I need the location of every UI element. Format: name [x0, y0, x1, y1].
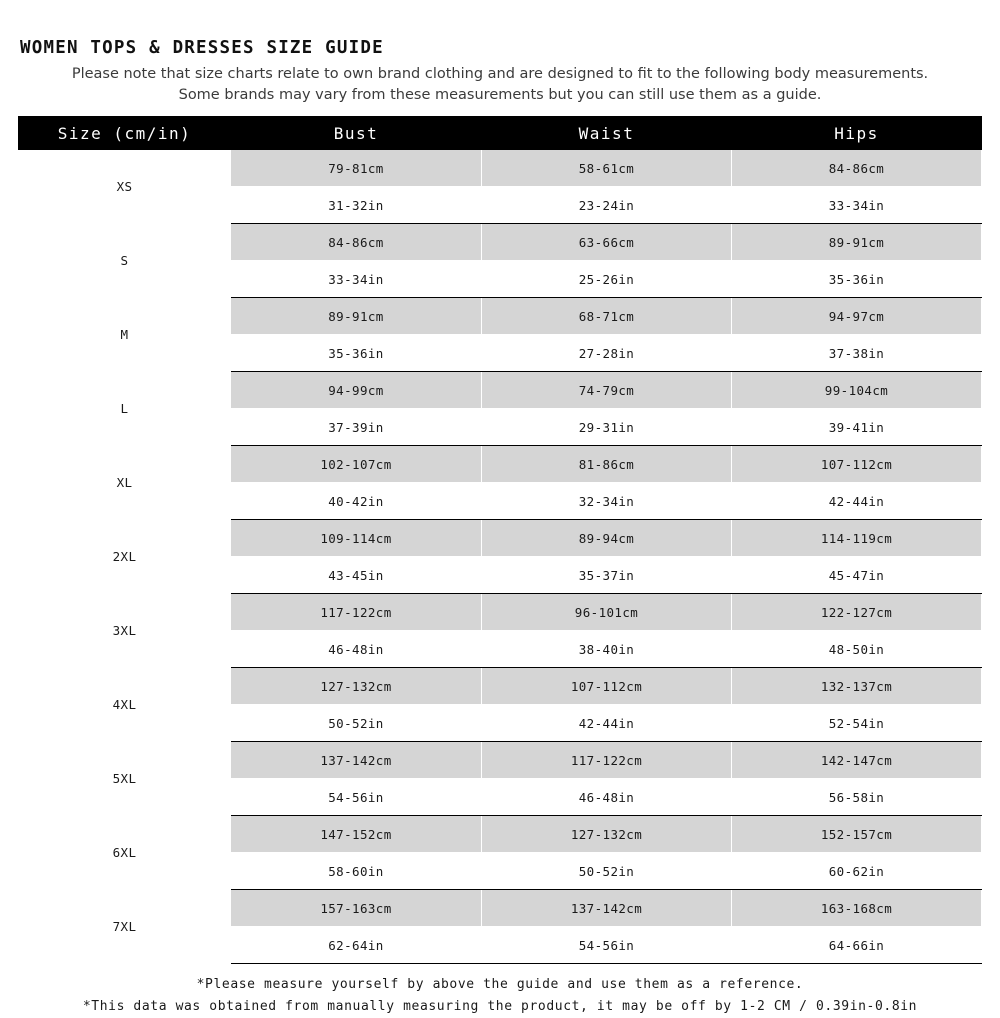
cell-hips-in: 52-54in	[732, 705, 982, 742]
page-title: WOMEN TOPS & DRESSES SIZE GUIDE	[20, 38, 384, 58]
cell-waist-cm: 74-79cm	[482, 372, 732, 409]
cell-hips-in: 60-62in	[732, 853, 982, 890]
note-line-2: Some brands may vary from these measurements but you can still use them as a guide.	[178, 87, 822, 104]
note-line-1: Please note that size charts relate to own brand clothing and are designed to fit to the following body measurements.	[71, 66, 929, 82]
table-row	[19, 150, 982, 187]
cell-bust-cm: 84-86cm	[231, 224, 482, 261]
cell-waist-cm: 58-61cm	[482, 150, 732, 187]
table-row	[19, 890, 982, 927]
size-label-cell: 7XL	[19, 890, 231, 964]
cell-waist-cm: 127-132cm	[482, 816, 732, 853]
cell-waist-in: 25-26in	[482, 261, 732, 298]
table-row	[19, 372, 982, 409]
column-header-bust: Bust	[231, 117, 482, 150]
cell-bust-in: 35-36in	[231, 335, 482, 372]
cell-hips-cm: 94-97cm	[732, 298, 982, 335]
cell-bust-cm: 147-152cm	[231, 816, 482, 853]
cell-bust-cm: 117-122cm	[231, 594, 482, 631]
cell-bust-in: 62-64in	[231, 927, 482, 964]
cell-bust-in: 54-56in	[231, 779, 482, 816]
table-header	[19, 117, 982, 150]
table-row	[19, 594, 982, 631]
table-row	[19, 298, 982, 335]
cell-hips-in: 37-38in	[732, 335, 982, 372]
size-label-cell: S	[19, 224, 231, 298]
size-label-cell: 3XL	[19, 594, 231, 668]
size-label-cell: L	[19, 372, 231, 446]
cell-bust-cm: 102-107cm	[231, 446, 482, 483]
size-label-cell: XL	[19, 446, 231, 520]
cell-hips-in: 35-36in	[732, 261, 982, 298]
cell-waist-cm: 81-86cm	[482, 446, 732, 483]
cell-hips-in: 33-34in	[732, 187, 982, 224]
cell-bust-in: 43-45in	[231, 557, 482, 594]
cell-hips-in: 45-47in	[732, 557, 982, 594]
cell-hips-in: 56-58in	[732, 779, 982, 816]
cell-hips-cm: 107-112cm	[732, 446, 982, 483]
column-header-size: Size (cm/in)	[19, 117, 231, 150]
cell-waist-in: 54-56in	[482, 927, 732, 964]
cell-waist-in: 23-24in	[482, 187, 732, 224]
cell-bust-cm: 157-163cm	[231, 890, 482, 927]
cell-hips-cm: 122-127cm	[732, 594, 982, 631]
cell-waist-cm: 96-101cm	[482, 594, 732, 631]
size-chart-table	[18, 116, 982, 964]
cell-waist-cm: 117-122cm	[482, 742, 732, 779]
cell-waist-in: 46-48in	[482, 779, 732, 816]
cell-waist-in: 50-52in	[482, 853, 732, 890]
cell-hips-in: 64-66in	[732, 927, 982, 964]
footer-line-2: *This data was obtained from manually measuring the product, it may be off by 1-2 CM / 0.39in-0.8in	[82, 999, 918, 1015]
cell-waist-cm: 137-142cm	[482, 890, 732, 927]
table-row	[19, 520, 982, 557]
cell-bust-cm: 89-91cm	[231, 298, 482, 335]
cell-hips-cm: 132-137cm	[732, 668, 982, 705]
table-row	[19, 668, 982, 705]
cell-waist-in: 29-31in	[482, 409, 732, 446]
size-label-cell: M	[19, 298, 231, 372]
cell-bust-in: 33-34in	[231, 261, 482, 298]
cell-waist-cm: 89-94cm	[482, 520, 732, 557]
table-body	[19, 150, 982, 964]
cell-bust-cm: 109-114cm	[231, 520, 482, 557]
size-label-cell: 6XL	[19, 816, 231, 890]
cell-waist-in: 35-37in	[482, 557, 732, 594]
cell-bust-in: 37-39in	[231, 409, 482, 446]
cell-hips-cm: 114-119cm	[732, 520, 982, 557]
cell-waist-cm: 68-71cm	[482, 298, 732, 335]
cell-hips-cm: 89-91cm	[732, 224, 982, 261]
cell-bust-in: 58-60in	[231, 853, 482, 890]
table-row	[19, 446, 982, 483]
cell-bust-cm: 94-99cm	[231, 372, 482, 409]
footer-line-1: *Please measure yourself by above the guide and use them as a reference.	[196, 977, 804, 993]
cell-hips-cm: 163-168cm	[732, 890, 982, 927]
column-header-waist: Waist	[482, 117, 732, 150]
cell-waist-in: 27-28in	[482, 335, 732, 372]
cell-waist-in: 38-40in	[482, 631, 732, 668]
cell-waist-in: 42-44in	[482, 705, 732, 742]
size-label-cell: 4XL	[19, 668, 231, 742]
table-row	[19, 742, 982, 779]
cell-bust-cm: 127-132cm	[231, 668, 482, 705]
table-row	[19, 224, 982, 261]
cell-hips-cm: 142-147cm	[732, 742, 982, 779]
cell-hips-in: 48-50in	[732, 631, 982, 668]
cell-bust-in: 50-52in	[231, 705, 482, 742]
footer-notes	[18, 974, 982, 1018]
cell-hips-cm: 84-86cm	[732, 150, 982, 187]
cell-waist-cm: 107-112cm	[482, 668, 732, 705]
cell-hips-cm: 99-104cm	[732, 372, 982, 409]
size-label-cell: 2XL	[19, 520, 231, 594]
cell-waist-cm: 63-66cm	[482, 224, 732, 261]
cell-bust-cm: 79-81cm	[231, 150, 482, 187]
size-label-cell: XS	[19, 150, 231, 224]
column-header-hips: Hips	[732, 117, 982, 150]
cell-hips-cm: 152-157cm	[732, 816, 982, 853]
table-header-row	[19, 117, 982, 150]
note-text	[18, 64, 982, 106]
cell-bust-in: 31-32in	[231, 187, 482, 224]
cell-waist-in: 32-34in	[482, 483, 732, 520]
cell-bust-in: 40-42in	[231, 483, 482, 520]
cell-bust-cm: 137-142cm	[231, 742, 482, 779]
table-row	[19, 816, 982, 853]
cell-hips-in: 42-44in	[732, 483, 982, 520]
cell-bust-in: 46-48in	[231, 631, 482, 668]
size-label-cell: 5XL	[19, 742, 231, 816]
cell-hips-in: 39-41in	[732, 409, 982, 446]
